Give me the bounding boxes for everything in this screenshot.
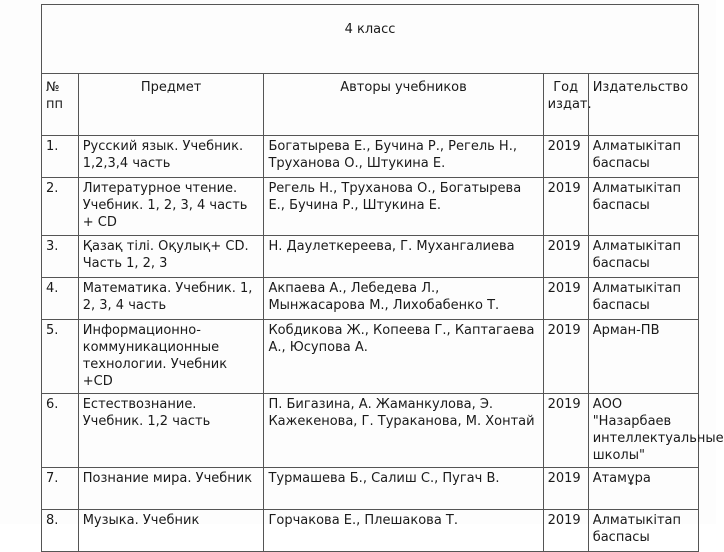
table-row: [42, 320, 699, 394]
cell-publisher: АОО "Назарбаев интеллектуальные школы": [588, 394, 698, 468]
cell-year: 2019: [543, 236, 588, 278]
cell-authors: Акпаева А., Лебедева Л., Мынжасарова М., Лихобабенко Т.: [264, 278, 543, 320]
grade-title: 4 класс: [42, 5, 699, 74]
table-title-row: [42, 5, 699, 74]
cell-authors: Богатырева Е., Бучина Р., Регель Н., Труханова О., Штукина Е.: [264, 136, 543, 178]
header-publisher: Издательство: [588, 74, 698, 136]
cell-num: 7.: [42, 468, 79, 510]
cell-year: 2019: [543, 278, 588, 320]
cell-year: 2019: [543, 178, 588, 236]
cell-authors: Турмашева Б., Салиш С., Пугач В.: [264, 468, 543, 510]
cell-authors: Н. Даулеткереева, Г. Мухангалиева: [264, 236, 543, 278]
cell-num: 3.: [42, 236, 79, 278]
cell-authors: Регель Н., Труханова О., Богатырева Е., Бучина Р., Штукина Е.: [264, 178, 543, 236]
cell-num: 4.: [42, 278, 79, 320]
cell-publisher: Арман-ПВ: [588, 320, 698, 394]
cell-publisher: Алматыкітап баспасы: [588, 178, 698, 236]
cell-year: 2019: [543, 510, 588, 552]
cell-publisher: Алматыкітап баспасы: [588, 136, 698, 178]
cell-subject: Математика. Учебник. 1, 2, 3, 4 часть: [78, 278, 264, 320]
cell-num: 8.: [42, 510, 79, 552]
cell-subject: Познание мира. Учебник: [78, 468, 264, 510]
textbook-table: [41, 4, 724, 552]
header-subject: Предмет: [78, 74, 264, 136]
cell-year: 2019: [543, 468, 588, 510]
cell-year: 2019: [543, 136, 588, 178]
cell-publisher: Алматыкітап баспасы: [588, 236, 698, 278]
header-num: № пп: [42, 74, 79, 136]
cell-year: 2019: [543, 320, 588, 394]
cell-subject: Естествознание. Учебник. 1,2 часть: [78, 394, 264, 468]
table-row: [42, 236, 699, 278]
cell-publisher: Алматыкітап баспасы: [588, 278, 698, 320]
cell-subject: Музыка. Учебник: [78, 510, 264, 552]
table-row: [42, 510, 699, 552]
cell-num: 5.: [42, 320, 79, 394]
table-row: [42, 468, 699, 510]
cell-subject: Информационно-коммуникационные технологии. Учебник +CD: [78, 320, 264, 394]
table-header-row: [42, 74, 699, 136]
header-authors: Авторы учебников: [264, 74, 543, 136]
cell-authors: П. Бигазина, А. Жаманкулова, Э. Кажекенова, Г. Тураканова, М. Хонтай: [264, 394, 543, 468]
cell-authors: Горчакова Е., Плешакова Т.: [264, 510, 543, 552]
cell-num: 2.: [42, 178, 79, 236]
cell-subject: Қазақ тілі. Оқулық+ CD. Часть 1, 2, 3: [78, 236, 264, 278]
cell-subject: Литературное чтение. Учебник. 1, 2, 3, 4 часть + CD: [78, 178, 264, 236]
cell-authors: Кобдикова Ж., Копеева Г., Каптагаева А., Юсупова А.: [264, 320, 543, 394]
cell-publisher: Атамұра: [588, 468, 698, 510]
header-year: Год издат.: [543, 74, 588, 136]
cell-num: 6.: [42, 394, 79, 468]
table-row: [42, 136, 699, 178]
cell-num: 1.: [42, 136, 79, 178]
cell-publisher: Алматыкітап баспасы: [588, 510, 698, 552]
table-row: [42, 278, 699, 320]
cell-year: 2019: [543, 394, 588, 468]
table-row: [42, 178, 699, 236]
table-row: [42, 394, 699, 468]
cell-subject: Русский язык. Учебник. 1,2,3,4 часть: [78, 136, 264, 178]
